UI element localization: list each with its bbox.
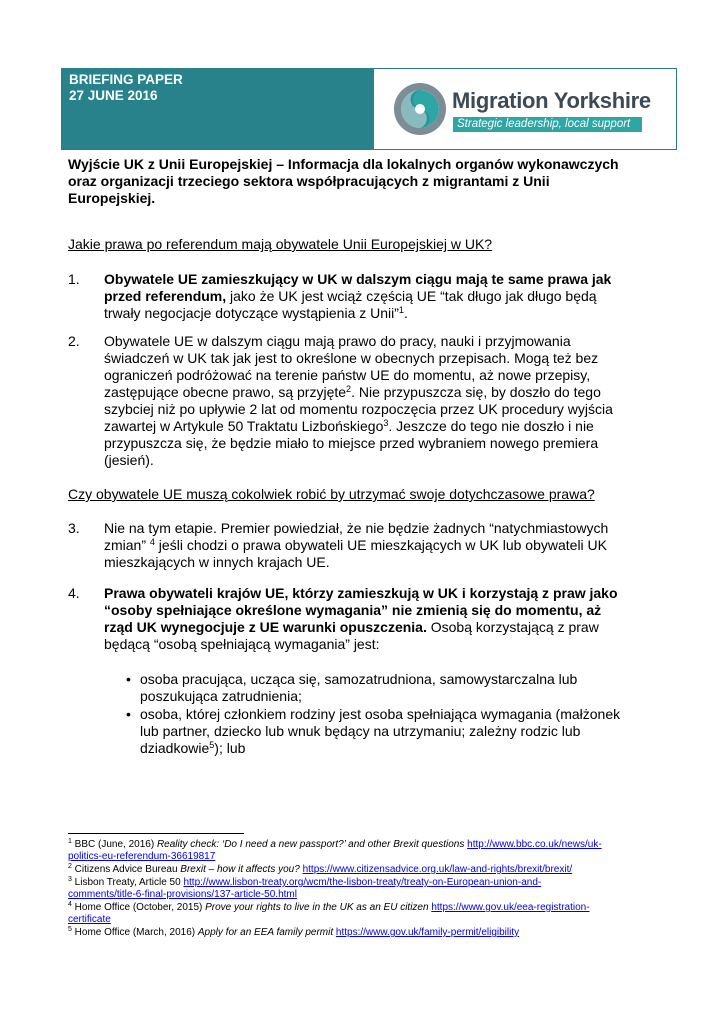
bullet-line: lub partner, dziecko lub wnuk będący na utrzymaniu; zależny rodzic lub — [140, 723, 581, 739]
footnote-ref[interactable]: 1 — [398, 305, 404, 315]
title-line: Europejskiej. — [68, 190, 156, 206]
footnote-separator — [68, 833, 244, 834]
paragraph-line: szybciej niż po upływie 2 lat od momentu rozpoczęcia przez UK procedury wyjścia — [104, 401, 613, 417]
paragraph-line: przypuszcza się, że będzie miało to miejsce przed wybraniem nowego premiera — [104, 435, 599, 451]
question-heading-2: Czy obywatele UE muszą cokolwiek robić by utrzymać swoje dotychczasowe prawa? — [68, 486, 595, 502]
paragraph-line: ograniczeń podróżować na terenie państw UE do momentu, aż nowe przepisy, — [104, 367, 591, 383]
paragraph-3 — [104, 520, 657, 571]
bullet-item — [140, 671, 660, 705]
footnote-link[interactable]: certificate — [68, 914, 111, 925]
bullet-icon: • — [126, 671, 131, 687]
paragraph-line: zawartej w Artykule 50 Traktatu Lizbońskiego$^3$. Jeszcze do tego nie doszło i nie — [104, 418, 594, 434]
title-line: Wyjście UK z Unii Europejskiej – Informacja dla lokalnych organów wykonawczych — [68, 156, 619, 172]
paragraph-line: Prawa obywateli krajów UE, którzy zamieszkują w UK i korzystają z praw jako — [104, 585, 618, 601]
footnote-ref[interactable]: 2 — [346, 384, 352, 394]
paragraph-1 — [104, 271, 657, 322]
paragraph-line: Obywatele UE zamieszkujący w UK w dalszym ciągu mają te same prawa jak — [104, 271, 612, 287]
paragraph-line: przed referendum, jako że UK jest wciąż częścią UE “tak długo jak długo będą — [104, 288, 597, 304]
paragraph-line: mieszkających w innych krajach UE. — [104, 554, 330, 570]
header-banner — [61, 68, 677, 150]
paragraph-4 — [104, 585, 657, 653]
footnote-1: $^1$ BBC (June, 2016) Reality check: ‘Do I need a new passport?’ and other Brexit questions http://www.bbc.co.uk/news/uk- politics-eu-referendum-36619817 — [68, 838, 602, 862]
bullet-line: osoba pracująca, ucząca się, samozatrudniona, samowystarczalna lub — [140, 671, 578, 687]
paragraph-number: 3. — [68, 520, 80, 536]
logo-tagline: Strategic leadership, local support — [453, 117, 642, 132]
bullet-line: poszukująca zatrudnienia; — [140, 688, 302, 704]
footnote-5: $^5$ Home Office (March, 2016) Apply for an EEA family permit https://www.gov.uk/family-permit/eligibility — [68, 926, 520, 938]
footnote-link[interactable]: https://www.citizensadvice.org.uk/law-and-rights/brexit/brexit/ — [302, 864, 573, 875]
paragraph-line: trwały negocjacje dotyczące wystąpienia z Unii”$^1$. — [104, 305, 408, 321]
question-heading-1: Jakie prawa po referendum mają obywatele Unii Europejskiej w UK? — [68, 236, 493, 252]
paragraph-line: Obywatele UE w dalszym ciągu mają prawo do pracy, nauki i przyjmowania — [104, 333, 571, 349]
footnote-link[interactable]: comments/title-6-final-provisions/137-article-50.html — [68, 889, 297, 900]
migration-yorkshire-logo — [390, 77, 672, 143]
paragraph-line: świadczeń w UK tak jak jest to określone w obecnych przepisach. Mogą też bez — [104, 350, 599, 366]
footnote-link[interactable]: http://www.bbc.co.uk/news/uk- — [467, 839, 602, 850]
title-line: oraz organizacji trzeciego sektora współpracujących z migrantami z Unii — [68, 173, 550, 189]
footnote-ref[interactable]: 3 — [383, 418, 389, 428]
footnote-4: $^4$ Home Office (October, 2015) Prove your rights to live in the UK as an EU citizen https://www.gov.uk/eea-registration- certificate — [68, 901, 590, 925]
header-label — [62, 69, 374, 149]
paragraph-number: 4. — [68, 585, 80, 601]
paragraph-line: (jesień). — [104, 452, 154, 468]
footnote-ref[interactable]: 4 — [149, 537, 155, 547]
footnote-link[interactable]: politics-eu-referendum-36619817 — [68, 851, 216, 862]
logo-name: Migration Yorkshire — [452, 88, 651, 113]
paragraph-line: rząd UK wynegocjuje z UE warunki opuszczenia. Osobą korzystającą z praw — [104, 619, 599, 635]
briefing-paper-label: BRIEFING PAPER — [69, 72, 183, 87]
paragraph-line: zastępujące obecne prawo, są przyjęte$^2$. Nie przypuszcza się, by doszło do tego — [104, 384, 601, 400]
bullet-item — [140, 706, 660, 757]
footnote-ref[interactable]: 5 — [209, 740, 215, 750]
bullet-icon: • — [126, 706, 131, 722]
briefing-date: 27 JUNE 2016 — [69, 88, 158, 103]
paragraph-number: 1. — [68, 271, 80, 287]
footnote-link[interactable]: http://www.lisbon-treaty.org/wcm/the-lisbon-treaty/treaty-on-European-union-and- — [183, 877, 542, 888]
bullet-line: osoba, której członkiem rodziny jest osoba spełniająca wymagania (małżonek — [140, 706, 621, 722]
paragraph-line: zmian” $^4$ jeśli chodzi o prawa obywateli UE mieszkających w UK lub obywateli UK — [104, 537, 607, 553]
logo-emblem-icon — [390, 79, 450, 139]
bullet-line: dziadkowie$^5$); lub — [140, 740, 246, 756]
paragraph-2 — [104, 333, 657, 469]
document-title — [68, 156, 653, 207]
footnote-2: $^2$ Citizens Advice Bureau Brexit – how it affects you? https://www.citizensadvice.org.uk/law-and-rights/brexit/brexit/ — [68, 863, 573, 875]
paragraph-line: będącą “osobą spełniającą wymagania” jest: — [104, 636, 380, 652]
paragraph-line: Nie na tym etapie. Premier powiedział, że nie będzie żadnych “natychmiastowych — [104, 520, 609, 536]
footnote-link[interactable]: https://www.gov.uk/eea-registration- — [431, 902, 590, 913]
paragraph-number: 2. — [68, 333, 80, 349]
paragraph-line: “osoby spełniające określone wymagania” nie zmienią się do momentu, aż — [104, 602, 602, 618]
footnote-3: $^3$ Lisbon Treaty, Article 50 http://www.lisbon-treaty.org/wcm/the-lisbon-treaty/treaty-on-European-union-and- comments/title-6-final-provisions/137-article-50.html — [68, 876, 542, 900]
footnote-link[interactable]: https://www.gov.uk/family-permit/eligibility — [335, 927, 520, 938]
